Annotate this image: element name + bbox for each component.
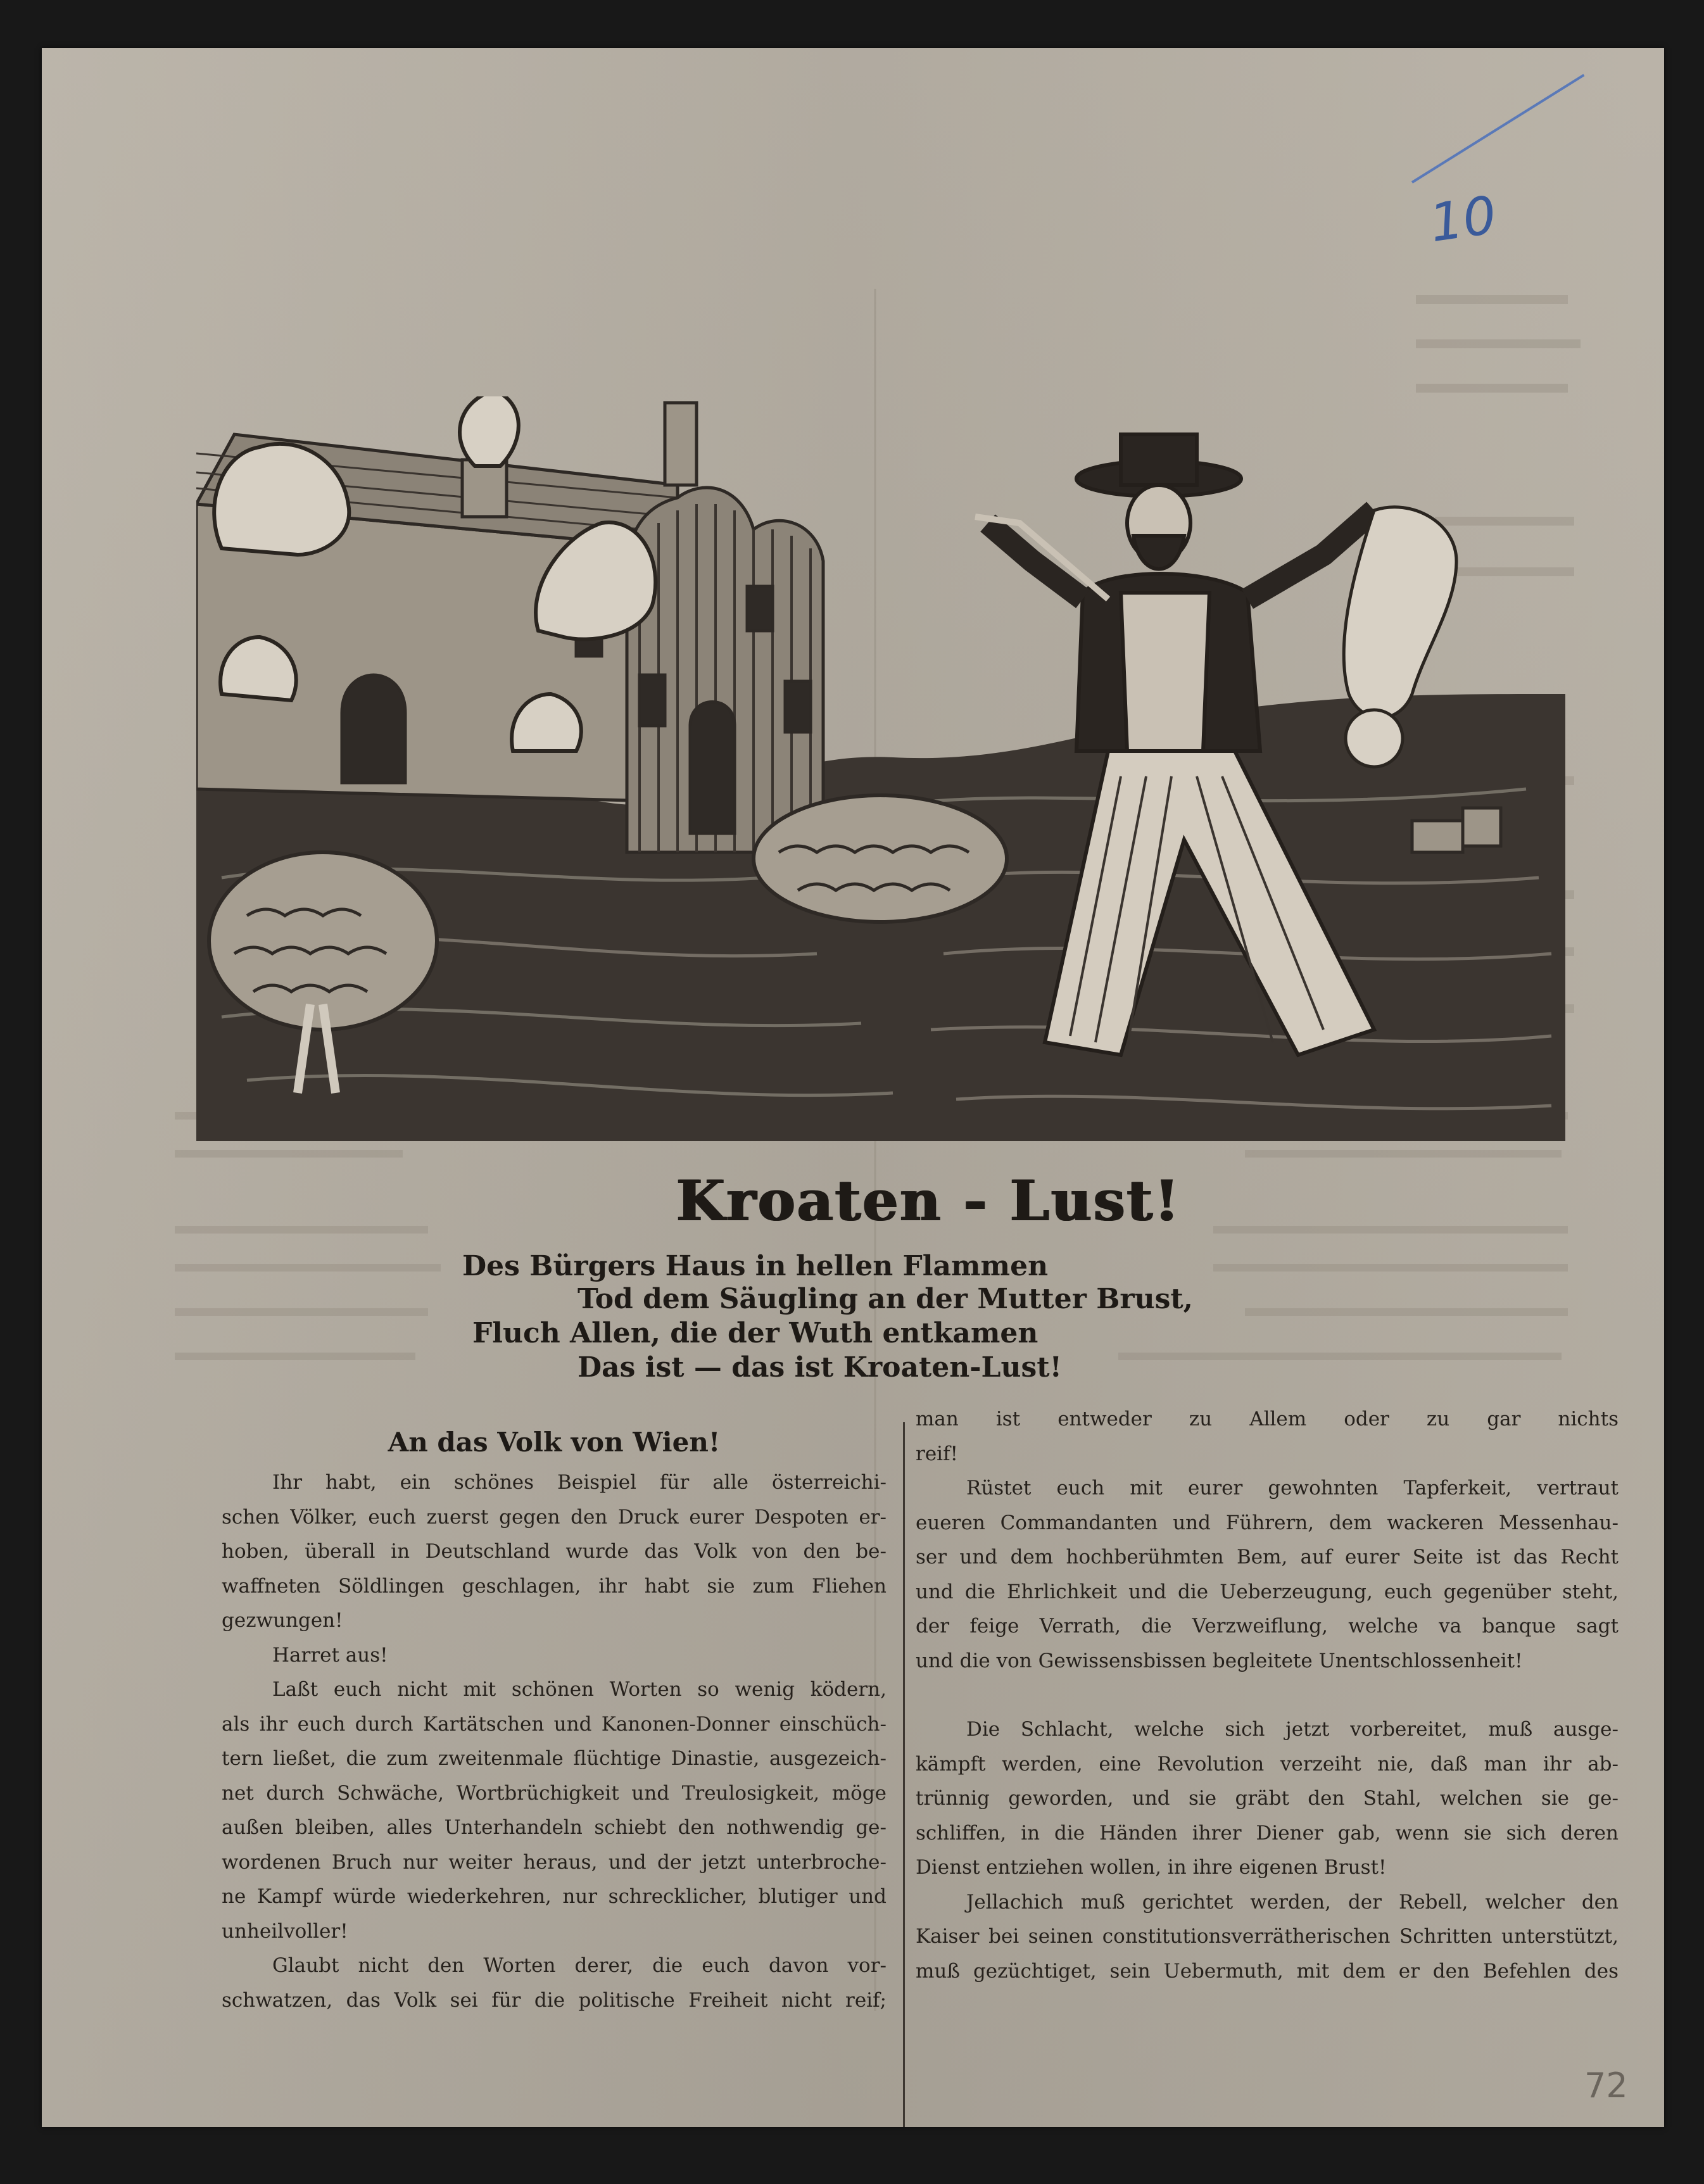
broadside-sheet xyxy=(42,48,1664,2127)
body-line: muß gezüchtiget, sein Uebermuth, mit dem er den Befehlen des xyxy=(916,1959,1619,1983)
verse-line-3: Fluch Allen, die der Wuth entkamen xyxy=(472,1317,1038,1349)
column-divider xyxy=(903,1422,905,2127)
body-line: schwatzen, das Volk sei für die politische Freiheit nicht reif; xyxy=(222,1988,887,2012)
body-line: Ihr habt, ein schönes Beispiel für alle österreichi- xyxy=(272,1471,887,1494)
body-line: als ihr euch durch Kartätschen und Kanonen-Donner einschüch- xyxy=(222,1712,887,1736)
column-heading: An das Volk von Wien! xyxy=(388,1427,721,1458)
verse-line-1: Des Bürgers Haus in hellen Flammen xyxy=(462,1250,1049,1282)
body-line: Jellachich muß gerichtet werden, der Rebell, welcher den xyxy=(966,1890,1619,1914)
body-line: schen Völker, euch zuerst gegen den Druck eurer Despoten er- xyxy=(222,1505,887,1529)
handwritten-number: 10 xyxy=(1426,185,1500,255)
page-title: Kroaten - Lust! xyxy=(676,1168,1181,1234)
body-line: reif! xyxy=(916,1442,959,1465)
left-column xyxy=(222,1423,887,2017)
archive-number: 72 xyxy=(1584,2066,1628,2105)
body-line: ne Kampf würde wiederkehren, nur schrecklicher, blutiger und xyxy=(222,1885,887,1908)
body-line: schliffen, in die Händen ihrer Diener gab, wenn sie sich deren xyxy=(916,1821,1619,1845)
body-line: und die Ehrlichkeit und die Ueberzeugung, euch gegenüber steht, xyxy=(916,1580,1619,1603)
body-line: ser und dem hochberühmten Bem, auf eurer Seite ist das Recht xyxy=(916,1546,1619,1569)
verse-line-4: Das ist — das ist Kroaten-Lust! xyxy=(577,1351,1062,1384)
verse-line-2: Tod dem Säugling an der Mutter Brust, xyxy=(577,1283,1193,1315)
body-line: man ist entweder zu Allem oder zu gar nichts xyxy=(916,1408,1619,1430)
body-line: waffneten Söldlingen geschlagen, ihr habt sie zum Fliehen xyxy=(222,1574,887,1598)
body-line: Rüstet euch mit eurer gewohnten Tapferkeit, vertraut xyxy=(966,1477,1619,1499)
body-line: gezwungen! xyxy=(222,1609,343,1632)
bush xyxy=(754,795,1007,922)
body-line: hoben, überall in Deutschland wurde das Volk von den be- xyxy=(222,1540,887,1563)
body-line: trünnig geworden, und sie gräbt den Stahl, welchen sie ge- xyxy=(916,1787,1619,1810)
body-line: Glaubt nicht den Worten derer, die euch davon vor- xyxy=(272,1954,887,1977)
body-line: Kaiser bei seinen constitutionsverrätherischen Schritten unterstützt, xyxy=(916,1925,1619,1948)
body-line: wordenen Bruch nur weiter heraus, und der jetzt unterbroche- xyxy=(222,1850,887,1874)
body-line: Die Schlacht, welche sich jetzt vorbereitet, muß ausge- xyxy=(966,1718,1619,1741)
body-line: eueren Commandanten und Führern, dem wackeren Messenhau- xyxy=(916,1511,1619,1534)
body-line: Dienst entziehen wollen, in ihre eigenen Brust! xyxy=(916,1856,1387,1879)
right-column xyxy=(916,1402,1619,1988)
body-line: außen bleiben, alles Unterhandeln schiebt den nothwendig ge- xyxy=(222,1816,887,1839)
body-line: net durch Schwäche, Wortbrüchigkeit und Treulosigkeit, möge xyxy=(222,1781,887,1805)
body-line: unheilvoller! xyxy=(222,1919,348,1943)
woodcut-illustration xyxy=(196,396,1565,1141)
body-line: kämpft werden, eine Revolution verzeiht nie, daß man ihr ab- xyxy=(916,1752,1619,1776)
body-line: tern ließet, die zum zweitenmale flüchtige Dinastie, ausgezeich- xyxy=(222,1747,887,1770)
body-line: und die von Gewissensbissen begleitete Unentschlossenheit! xyxy=(916,1649,1523,1672)
body-line: Laßt euch nicht mit schönen Worten so wenig ködern, xyxy=(272,1678,887,1701)
body-line: Harret aus! xyxy=(272,1643,388,1667)
body-line: der feige Verrath, die Verzweiflung, welche va banque sagt xyxy=(916,1615,1619,1638)
